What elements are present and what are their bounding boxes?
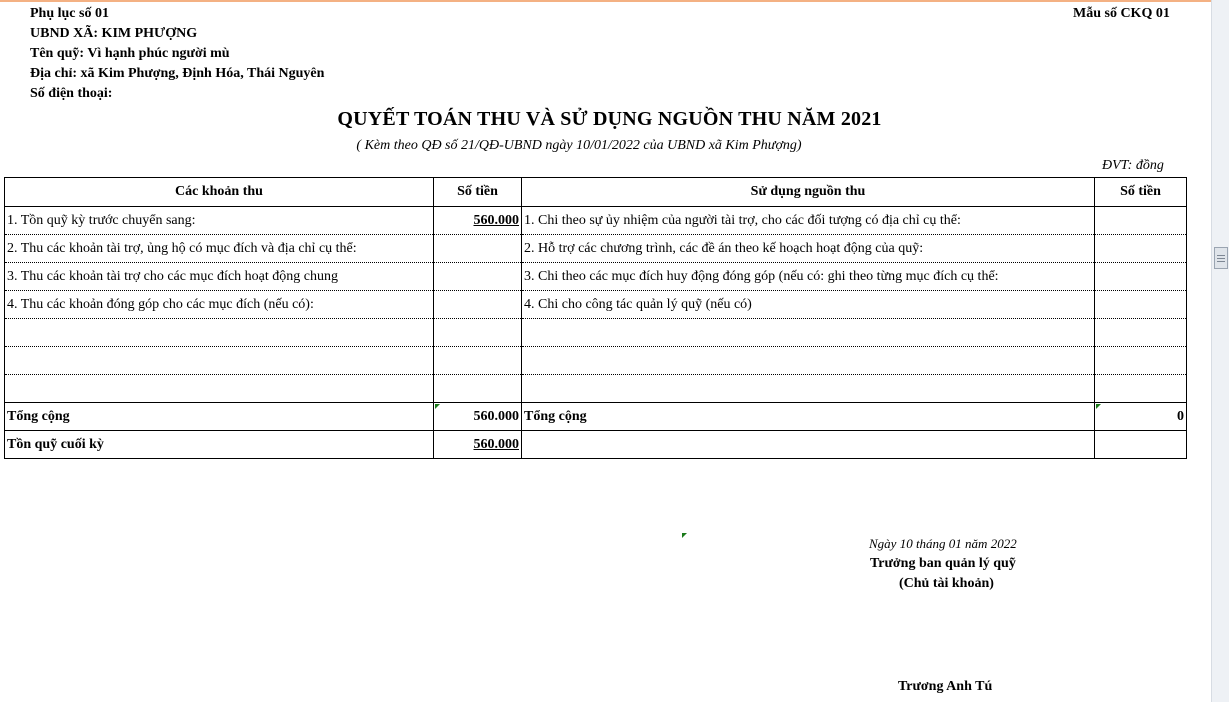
closing-label[interactable]: Tồn quỹ cuối kỳ — [5, 431, 434, 459]
empty-cell[interactable] — [522, 319, 1095, 347]
table-row — [5, 207, 1187, 235]
table-header-row — [5, 178, 1187, 207]
empty-cell[interactable] — [434, 319, 522, 347]
table-row — [5, 263, 1187, 291]
empty-cell[interactable] — [1095, 375, 1187, 403]
appendix-label: Phụ lục số 01 — [30, 6, 109, 21]
income-cell[interactable]: 1. Tồn quỹ kỳ trước chuyển sang: — [5, 207, 434, 235]
income-amount-cell[interactable] — [434, 235, 522, 263]
income-cell[interactable]: 3. Thu các khoản tài trợ cho các mục đích hoạt động chung — [5, 263, 434, 291]
income-amount-cell[interactable] — [434, 291, 522, 319]
empty-cell[interactable] — [522, 347, 1095, 375]
form-code: Mẫu số CKQ 01 — [1073, 6, 1170, 21]
total-usage-value: 0 — [1177, 408, 1184, 424]
total-usage-label[interactable]: Tổng cộng — [522, 403, 1095, 431]
header-income-amount: Số tiền — [434, 178, 522, 207]
header-income: Các khoản thu — [5, 178, 434, 207]
income-cell[interactable]: 4. Thu các khoản đóng góp cho các mục đích (nếu có): — [5, 291, 434, 319]
income-amount-cell[interactable] — [434, 263, 522, 291]
fund-name: Tên quỹ: Vì hạnh phúc người mù — [30, 46, 230, 61]
usage-cell[interactable]: 1. Chi theo sự ủy nhiệm của người tài trợ, cho các đối tượng có địa chỉ cụ thể: — [522, 207, 1095, 235]
page-title: QUYẾT TOÁN THU VÀ SỬ DỤNG NGUỒN THU NĂM 2021 — [337, 108, 882, 130]
vertical-scrollbar[interactable] — [1211, 0, 1229, 702]
closing-amount-value: 560.000 — [473, 436, 519, 452]
closing-amount-cell[interactable] — [434, 431, 522, 459]
empty-cell[interactable] — [434, 347, 522, 375]
formula-marker-icon — [435, 404, 440, 409]
usage-cell[interactable]: 2. Hỗ trợ các chương trình, các đề án theo kế hoạch hoạt động của quỹ: — [522, 235, 1095, 263]
total-income-label[interactable]: Tổng cộng — [5, 403, 434, 431]
signature-role: Trưởng ban quản lý quỹ — [870, 556, 1016, 571]
empty-cell[interactable] — [5, 319, 434, 347]
address-label: Địa chỉ: xã Kim Phượng, Định Hóa, Thái Nguyên — [30, 66, 325, 81]
scrollbar-thumb[interactable] — [1214, 247, 1228, 269]
empty-cell[interactable] — [1095, 431, 1187, 459]
signature-name: Trương Anh Tú — [898, 679, 993, 694]
empty-cell[interactable] — [1095, 319, 1187, 347]
unit-label: ĐVT: đồng — [1102, 158, 1164, 173]
table-row — [5, 235, 1187, 263]
empty-cell[interactable] — [5, 375, 434, 403]
formula-marker-icon — [1096, 404, 1101, 409]
total-income-cell[interactable] — [434, 403, 522, 431]
usage-amount-cell[interactable] — [1095, 263, 1187, 291]
total-usage-cell[interactable] — [1095, 403, 1187, 431]
phone-label: Số điện thoại: — [30, 86, 113, 101]
formula-marker-icon — [682, 533, 687, 538]
opening-balance-value: 560.000 — [473, 212, 519, 228]
usage-amount-cell[interactable] — [1095, 235, 1187, 263]
empty-row — [5, 347, 1187, 375]
empty-row — [5, 375, 1187, 403]
usage-cell[interactable]: 4. Chi cho công tác quản lý quỹ (nếu có) — [522, 291, 1095, 319]
commune-label: UBND XÃ: KIM PHƯỢNG — [30, 26, 198, 41]
total-row — [5, 403, 1187, 431]
empty-cell[interactable] — [522, 375, 1095, 403]
sheet-top-border — [0, 0, 1212, 2]
empty-row — [5, 319, 1187, 347]
income-amount-cell[interactable] — [434, 207, 522, 235]
usage-amount-cell[interactable] — [1095, 207, 1187, 235]
usage-cell[interactable]: 3. Chi theo các mục đích huy động đóng góp (nếu có: ghi theo từng mục đích cụ thể: — [522, 263, 1095, 291]
empty-cell[interactable] — [434, 375, 522, 403]
closing-row — [5, 431, 1187, 459]
empty-cell[interactable] — [522, 431, 1095, 459]
usage-amount-cell[interactable] — [1095, 291, 1187, 319]
empty-cell[interactable] — [1095, 347, 1187, 375]
total-income-value: 560.000 — [473, 408, 519, 424]
signature-date: Ngày 10 tháng 01 năm 2022 — [869, 536, 1017, 551]
page-subtitle: ( Kèm theo QĐ số 21/QĐ-UBND ngày 10/01/2022 của UBND xã Kim Phượng) — [356, 138, 802, 153]
income-cell[interactable]: 2. Thu các khoản tài trợ, ủng hộ có mục đích và địa chỉ cụ thể: — [5, 235, 434, 263]
header-usage-amount: Số tiền — [1095, 178, 1187, 207]
signature-role-sub: (Chủ tài khoản) — [899, 576, 994, 591]
table-row — [5, 291, 1187, 319]
header-usage: Sử dụng nguồn thu — [522, 178, 1095, 207]
settlement-table — [4, 177, 1187, 459]
empty-cell[interactable] — [5, 347, 434, 375]
